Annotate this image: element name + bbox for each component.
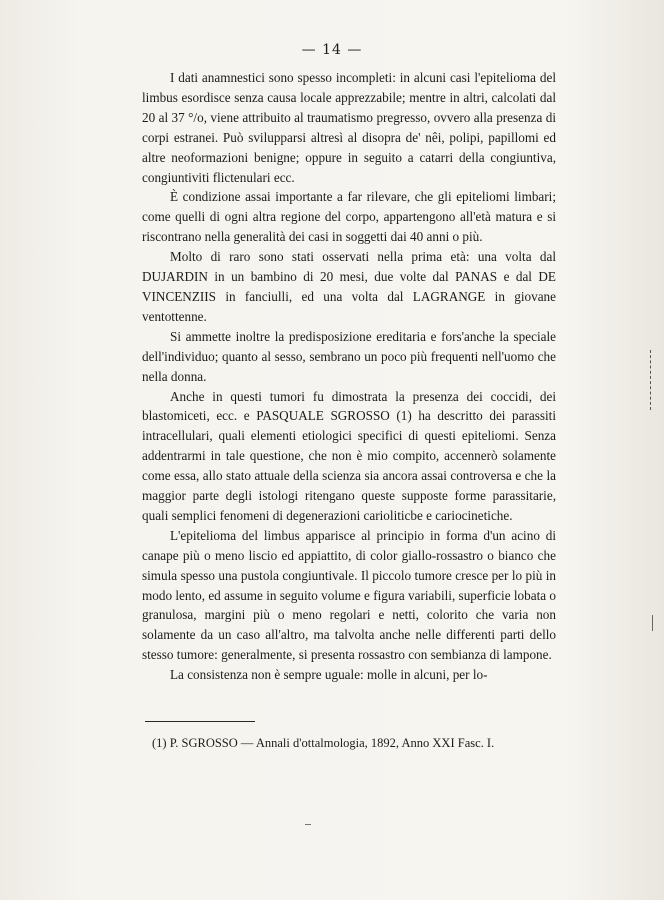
paragraph-1: I dati anamnestici sono spesso incompleti: in alcuni casi l'epitelioma del limbus esordisce senza causa locale apprezzabile; mentre in altri, calcolati dal 20 al 37 °/o, viene attribuito al traumatismo pregresso, ovvero alla presenza di corpi estranei. Può svilupparsi altresì al disopra de' nêi, polipi, papillomi ed altre neoformazioni benigne; oppure in seguito a catarri della congiuntiva, congiuntiviti flictenulari ecc. bbox=[142, 70, 556, 185]
footnote-rule bbox=[145, 721, 255, 722]
footnote: (1) P. SGROSSO — Annali d'ottalmologia, 1892, Anno XXI Fasc. I. bbox=[152, 736, 495, 750]
paragraph-4: Si ammette inoltre la predisposizione ereditaria e fors'anche la speciale dell'individuo; quanto al sesso, sembrano un poco più frequenti nell'uomo che nella donna. bbox=[142, 328, 556, 384]
body-text bbox=[142, 68, 556, 685]
paragraph-5: Anche in questi tumori fu dimostrata la presenza dei coccidi, dei blastomiceti, ecc. e PASQUALE SGROSSO (1) ha descritto dei parassiti intracellulari, quali elementi etiologici specifici di questi epiteliomi. Senza addentrarmi in tale questione, che non è mio compito, accennerò solamente come essa, allo stato attuale della scienza sia ancora assai controversa e che la maggior parte degli istologi ritengano queste supposte forme parassitarie, quali semplici fenomeni di degenerazioni carioliticbe e cariocinetiche. bbox=[142, 388, 556, 523]
paragraph-2: È condizione assai importante a far rilevare, che gli epiteliomi limbari; come quelli di ogni altra regione del corpo, appartengono all'età matura e si riscontrano nella generalità dei casi in soggetti dai 40 anni o più. bbox=[142, 189, 556, 245]
paragraph-6: L'epitelioma del limbus apparisce al principio in forma d'un acino di canape più o meno liscio ed appiattito, di color giallo-rossastro o bianco che simula spesso una pustola congiuntivale. Il piccolo tumore cresce per lo più in modo lento, ed assume in seguito volume e figura variabili, superficie lobata o granulosa, margini più o meno regolari e netti, colorito che varia non solamente da un caso all'altro, ma talvolta anche nelle differenti parti dello stesso tumore: generalmente, si presenta rossastro con sembianza di lampone. bbox=[142, 527, 556, 663]
margin-scan-mark bbox=[650, 350, 654, 410]
margin-scan-mark bbox=[652, 615, 656, 631]
paragraph-7: La consistenza non è sempre uguale: molle in alcuni, per lo- bbox=[170, 667, 488, 683]
page-number: — 14 — bbox=[301, 42, 363, 58]
bottom-scan-mark bbox=[305, 824, 311, 829]
paragraph-3: Molto di raro sono stati osservati nella prima età: una volta dal DUJARDIN in un bambino di 20 mesi, due volte dal PANAS e dal DE VINCENZIIS in fanciulli, ed una volta dal LAGRANGE in giovane ventottenne. bbox=[142, 249, 556, 324]
